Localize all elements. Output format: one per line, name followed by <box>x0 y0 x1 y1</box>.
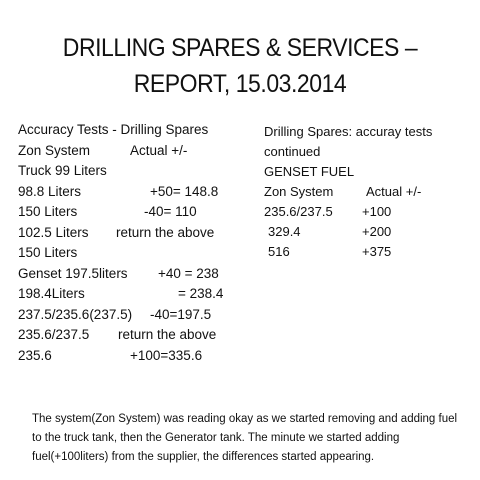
left-row <box>18 223 258 244</box>
right-subheading <box>264 162 474 182</box>
left-row-value: +100=335.6 <box>130 347 203 363</box>
left-row <box>18 161 258 182</box>
report-title <box>19 30 461 102</box>
left-row-value: +40 = 238 <box>158 265 219 281</box>
left-row-value: -40=197.5 <box>150 306 212 322</box>
right-row-value: +375 <box>362 244 392 259</box>
accuracy-tests-left-column <box>18 120 258 366</box>
left-row-label: 235.6 <box>18 347 52 363</box>
right-row-value: Actual +/- <box>366 184 422 199</box>
right-row <box>264 202 474 222</box>
right-heading-line-1 <box>264 122 474 142</box>
right-row-label: 329.4 <box>268 224 301 239</box>
left-row <box>18 264 258 285</box>
left-row-value: = 238.4 <box>178 286 224 301</box>
left-row-label: Truck 99 Liters <box>18 163 107 178</box>
left-row-value: return the above <box>118 327 217 342</box>
right-heading-continued: continued <box>264 144 321 159</box>
left-row-label: 98.8 Liters <box>18 183 82 199</box>
left-row <box>18 243 258 264</box>
left-row <box>18 141 258 162</box>
left-row-label: 150 Liters <box>18 204 78 219</box>
left-row-label: 237.5/235.6(237.5) <box>18 306 133 322</box>
right-row-label: Zon System <box>264 184 334 199</box>
genset-fuel-label: GENSET FUEL <box>264 164 355 179</box>
left-row-value: +50= 148.8 <box>150 183 219 199</box>
right-heading-line-2 <box>264 142 474 162</box>
right-row-label: 235.6/237.5 <box>264 204 333 219</box>
right-row <box>264 242 474 262</box>
left-row-label: 102.5 Liters <box>18 224 89 240</box>
left-row <box>18 182 258 203</box>
accuracy-tests-right-column <box>264 122 474 262</box>
left-row-label: Zon System <box>18 142 91 158</box>
title-line-2: REPORT, 15.03.2014 <box>133 70 347 98</box>
left-row <box>18 202 258 223</box>
left-row <box>18 284 258 305</box>
title-line-1: DRILLING SPARES & SERVICES – <box>62 34 418 62</box>
summary-note: The system(Zon System) was reading okay as we started removing and adding fuel to the truck tank, then the Generator tank. The minute we started adding fuel(+100liters) from the supplier, the differences started appearing. <box>32 413 458 463</box>
left-row <box>18 325 258 346</box>
left-row-label: 150 Liters <box>18 245 78 260</box>
right-heading-text: Drilling Spares: accuray tests <box>264 124 433 139</box>
right-row <box>264 182 474 202</box>
left-row-label: 198.4Liters <box>18 286 85 301</box>
left-row-label: Genset 197.5liters <box>18 265 128 281</box>
left-row-value: Actual +/- <box>130 142 188 158</box>
left-row <box>18 346 258 367</box>
right-row-value: +100 <box>362 204 392 219</box>
left-heading-text: Accuracy Tests - Drilling Spares <box>18 122 209 137</box>
right-row <box>264 222 474 242</box>
right-row-label: 516 <box>268 244 290 259</box>
left-row-value: -40= 110 <box>144 204 197 219</box>
left-row <box>18 305 258 326</box>
left-heading <box>18 120 258 141</box>
left-row-label: 235.6/237.5 <box>18 327 90 342</box>
right-row-value: +200 <box>362 224 392 239</box>
left-row-value: return the above <box>116 224 215 240</box>
